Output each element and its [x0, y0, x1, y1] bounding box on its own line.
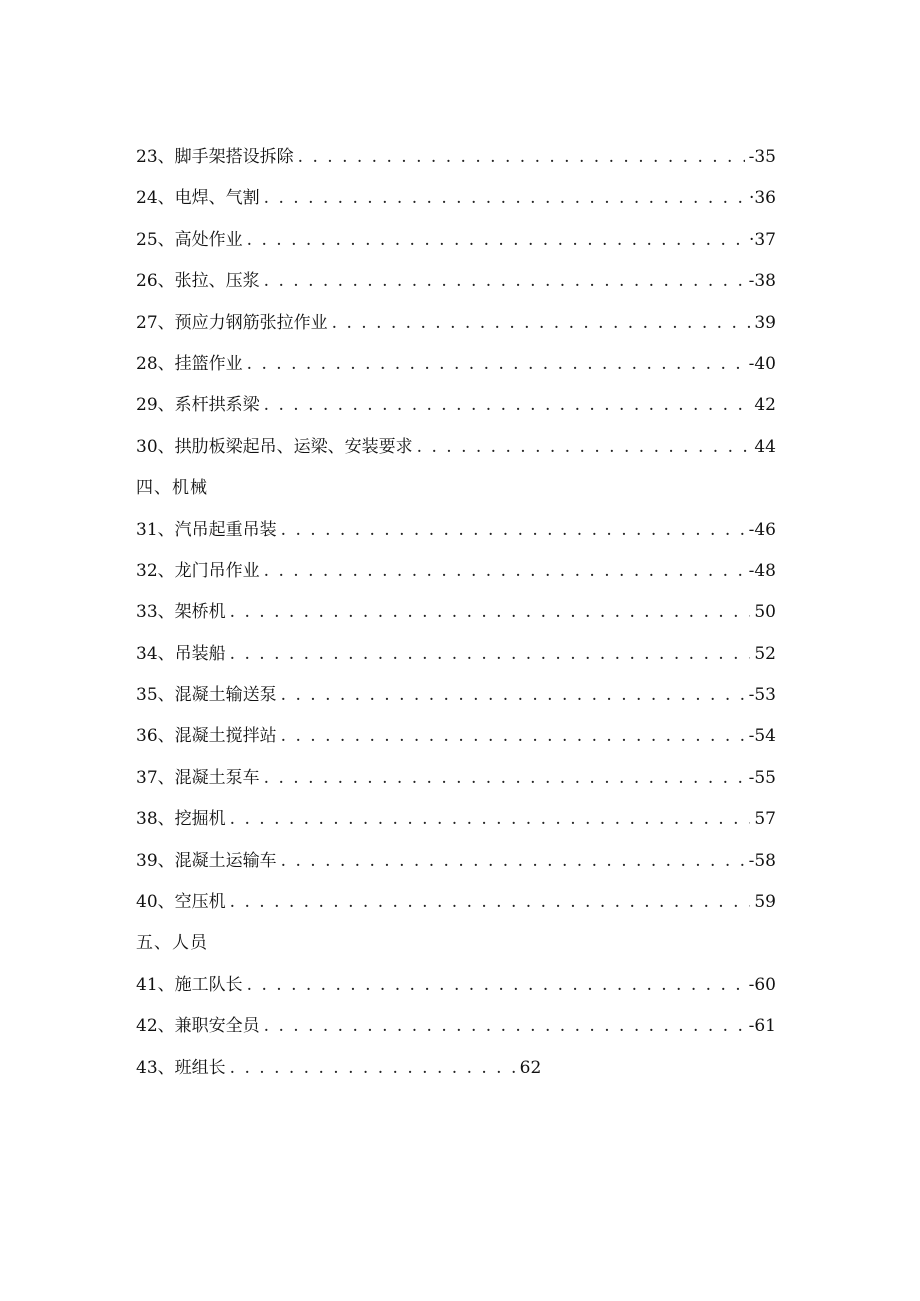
- toc-entry-title: 38、挖掘机: [136, 809, 226, 830]
- toc-dot-leader: [264, 758, 745, 799]
- toc-page-number: -40: [748, 353, 776, 374]
- toc-section-heading: [136, 468, 776, 509]
- toc-page-number: 50: [754, 602, 776, 623]
- toc-dot-leader: [230, 799, 751, 840]
- toc-entry-title: 29、系杆拱系梁: [136, 395, 260, 416]
- toc-entry-title: 40、空压机: [136, 892, 226, 913]
- toc-dot-leader: [230, 634, 751, 675]
- toc-entry-title: 42、兼职安全员: [136, 1016, 260, 1037]
- toc-page-number: -55: [748, 767, 776, 788]
- toc-entry-title: 41、施工队长: [136, 974, 243, 995]
- toc-entry-title: 36、混凝土搅拌站: [136, 726, 277, 747]
- toc-entry[interactable]: [136, 882, 776, 923]
- toc-entry-title: 27、预应力钢筋张拉作业: [136, 312, 328, 333]
- toc-page-number: -38: [748, 271, 776, 292]
- toc-dot-leader: [230, 882, 751, 923]
- toc-entry-title: 39、混凝土运输车: [136, 850, 277, 871]
- toc-entry[interactable]: [136, 385, 776, 426]
- toc-entry[interactable]: [136, 592, 776, 633]
- toc-page-number: -54: [748, 726, 776, 747]
- toc-entry-title: 33、架桥机: [136, 602, 226, 623]
- toc-entry[interactable]: [136, 178, 776, 219]
- toc-entry[interactable]: [136, 510, 776, 551]
- toc-dot-leader: [281, 841, 745, 882]
- toc-dot-leader: [230, 1048, 516, 1089]
- toc-entry-title: 30、拱肋板梁起吊、运梁、安装要求: [136, 436, 413, 457]
- toc-entry-title: 四、机械: [136, 478, 208, 499]
- toc-entry-title: 28、挂篮作业: [136, 353, 243, 374]
- toc-entry-title: 37、混凝土泵车: [136, 767, 260, 788]
- toc-entry-title: 32、龙门吊作业: [136, 560, 260, 581]
- toc-dot-leader: [247, 965, 745, 1006]
- toc-dot-leader: [247, 220, 745, 261]
- toc-dot-leader: [264, 385, 751, 426]
- toc-dot-leader: [264, 551, 745, 592]
- toc-page-number: 42: [754, 395, 776, 416]
- toc-dot-leader: [298, 137, 745, 178]
- toc-entry[interactable]: [136, 799, 776, 840]
- toc-entry[interactable]: [136, 965, 776, 1006]
- toc-entry-title: 26、张拉、压浆: [136, 271, 260, 292]
- toc-dot-leader: [281, 716, 745, 757]
- toc-dot-leader: [417, 427, 751, 468]
- toc-entry[interactable]: [136, 220, 776, 261]
- toc-dot-leader: [264, 261, 745, 302]
- toc-page-number: -46: [748, 519, 776, 540]
- toc-entry-title: 34、吊装船: [136, 643, 226, 664]
- toc-dot-leader: [281, 675, 745, 716]
- toc-dot-leader: [230, 592, 751, 633]
- toc-page-number: ·36: [748, 188, 776, 209]
- toc-page-number: 57: [754, 809, 776, 830]
- toc-entry[interactable]: [136, 758, 776, 799]
- toc-page-number: 39: [754, 312, 776, 333]
- toc-entry[interactable]: [136, 261, 776, 302]
- toc-dot-leader: [264, 1006, 745, 1047]
- toc-page-number: -61: [748, 1016, 776, 1037]
- toc-page-number: 44: [754, 436, 776, 457]
- toc-page-number: -35: [748, 147, 776, 167]
- toc-entry[interactable]: [136, 841, 776, 882]
- toc-entry-title: 25、高处作业: [136, 229, 243, 250]
- table-of-contents: [136, 137, 776, 1089]
- toc-entry[interactable]: [136, 675, 776, 716]
- toc-dot-leader: [264, 178, 745, 219]
- toc-entry-title: 43、班组长: [136, 1057, 226, 1078]
- toc-page-number: -53: [748, 685, 776, 706]
- toc-entry-title: 35、混凝土输送泵: [136, 685, 277, 706]
- toc-page-number: -58: [748, 850, 776, 871]
- toc-page-number: 59: [754, 892, 776, 913]
- toc-entry[interactable]: [136, 1006, 776, 1047]
- toc-entry[interactable]: [136, 137, 776, 178]
- toc-entry-title: 31、汽吊起重吊装: [136, 519, 277, 540]
- toc-dot-leader: [247, 344, 745, 385]
- toc-entry[interactable]: [136, 634, 776, 675]
- toc-page-number: 52: [754, 643, 776, 664]
- toc-entry-title: 23、脚手架搭设拆除: [136, 147, 294, 167]
- toc-page-number: -60: [748, 974, 776, 995]
- toc-page-number: ·37: [748, 229, 776, 250]
- toc-page-number: -48: [748, 560, 776, 581]
- toc-entry[interactable]: [136, 303, 776, 344]
- toc-page-number: 62: [519, 1057, 542, 1078]
- toc-entry[interactable]: [136, 716, 776, 757]
- toc-entry-title: 五、人员: [136, 933, 208, 954]
- toc-section-heading: [136, 923, 776, 964]
- toc-entry[interactable]: [136, 551, 776, 592]
- toc-entry[interactable]: [136, 427, 776, 468]
- toc-entry-title: 24、电焊、气割: [136, 188, 260, 209]
- toc-dot-leader: [281, 510, 745, 551]
- toc-dot-leader: [332, 303, 751, 344]
- toc-entry[interactable]: [136, 344, 776, 385]
- toc-entry[interactable]: [136, 1048, 776, 1089]
